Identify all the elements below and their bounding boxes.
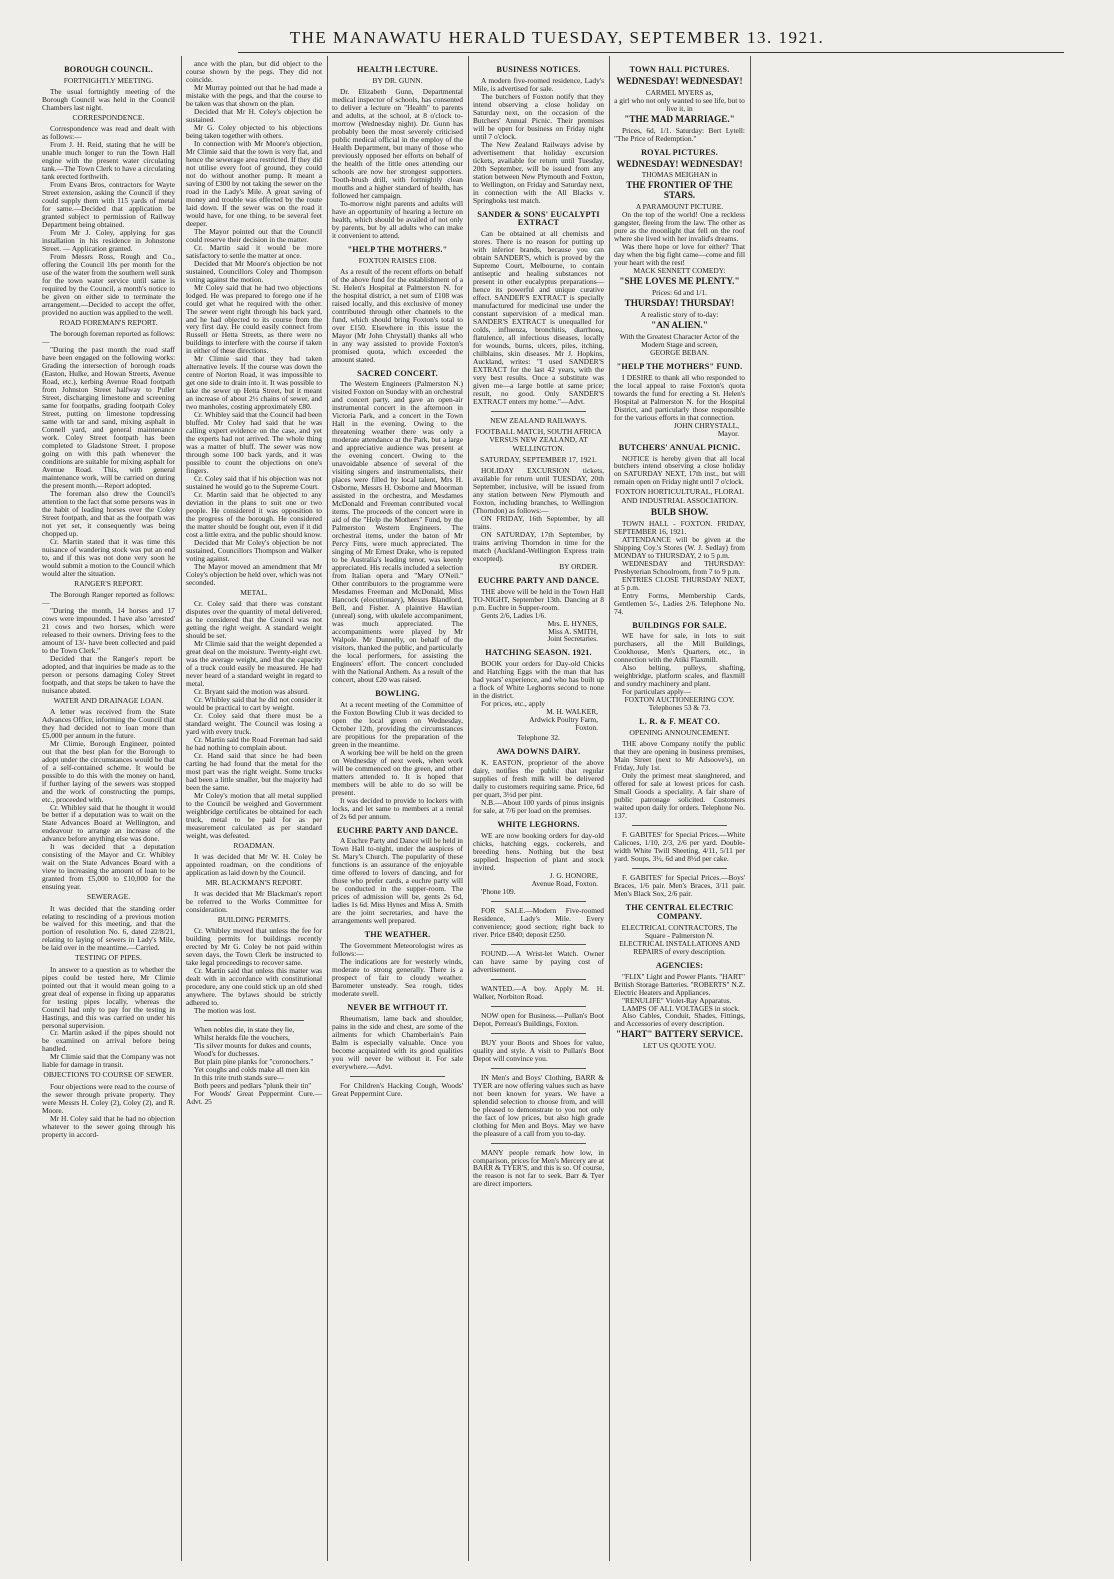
- paragraph: Mr Climie, Borough Engineer, pointed out that the best plan for the Borough to adopt under the circumstances would be that of a self-contained scheme. It would be possible to do this with the money on hand, if further laying of the sewers was stopped and the work of constructing the pumps, etc., proceeded with.: [42, 738, 175, 804]
- paragraph: Mr Coley said that he had two objections lodged. He was prepared to forego one if he could get what he required with the other. The sewer went right through his back yard, and he had objected to its course from the very first day. He could easily connect from Russell or Hetta Streets, as there were no buildings to interfere with the course if taken in either of these directions.: [186, 282, 322, 356]
- paragraph: IN Men's and Boys' Clothing, BARR & TYER are now offering values such as have not been known for years. We have a splendid selection to choose from, and will be pleased to demonstrate to you not only the fact of low prices, but also high grade clothing for Men and Boys. May we have the pleasure of a call from you to-day.: [473, 1072, 604, 1138]
- paragraph: Rheumatism, lame back and shoulder, pains in the side and chest, are some of the ailments for which Chamberlain's Pain Balm is especially valuable. Once you become acquainted with its good qualities you will never be without it. For sale everywhere.—Advt.: [332, 1013, 463, 1071]
- paragraph: Cr. Martin said the Road Foreman had said he had nothing to complain about.: [186, 734, 322, 752]
- heading: BOROUGH COUNCIL.: [64, 65, 153, 74]
- signature: M. H. WALKER,: [546, 707, 598, 717]
- paragraph: Dr. Elizabeth Gunn, Departmental medical inspector of schools, has consented to deliver a lecture on "Health" to parents and adults, at the school, at 8 o'clock to-morrow (Wednesday night). Dr. Gunn has probably been the most severely criticised public medical official in the employ of the Health Department, but many of those who previously opposed her efforts on behalf of the health of the little ones attending our schools are now her strongest supporters. Tooth-brush drill, with fortnightly clean mouths and a higher standard of health, has followed her campaign.: [332, 87, 463, 200]
- paragraph: The New Zealand Railways advise by advertisement that holiday excursion tickets, available for return until Tuesday, 20th September, will be issued from any station between New Plymouth and Foxton, to Wellington, on Friday and Saturday next, in connection with the All Blacks v. Springboks test match.: [473, 139, 604, 205]
- paragraph: THOMAS MEIGHAN in: [641, 170, 718, 180]
- paragraph: A realistic story of to-day:: [640, 310, 719, 320]
- paragraph: The usual fortnightly meeting of the Borough Council was held in the Council Chambers last night.: [42, 87, 175, 113]
- column-business-notices: [473, 60, 604, 1560]
- subheading: LET US QUOTE YOU.: [643, 1041, 716, 1051]
- paragraph: Cr. Whibley said that he did not consider it would be practical to cart by weight.: [186, 694, 322, 712]
- paragraph: NOTICE is hereby given that all local butchers intend observing a close holiday on SATURDAY NEXT, 17th inst., but will remain open on Friday night until 7 o'clock.: [614, 453, 745, 487]
- paragraph: Also belting, pulleys, shafting, weighbridge, platform scales, and flaxmill and sundry machinery and plant.: [614, 663, 745, 689]
- subheading: CORRESPONDENCE.: [72, 113, 145, 122]
- separator: [491, 944, 586, 945]
- day-banner: THURSDAY! THURSDAY!: [624, 298, 735, 309]
- paragraph: From J. H. Reid, stating that he will be unable much longer to run the Town Hall engine with the present water circulating tank.—The Town Clerk to have a circulating tank erected forthwith.: [42, 140, 175, 182]
- paragraph: In connection with Mr Moore's objection, Mr Climie said that the town is very flat, and hence the sewerage area restricted. If they did not utilise every foot of ground, they could not do without another pump. It meant a saving of £300 by not taking the sewer on the road in the Lady's Mile. A great saving of money and trouble was effected by the route laid down. If the sewer was on the road it would have, for one thing, to be several feet deeper.: [186, 138, 322, 228]
- paragraph: FOXTON AUCTIONEERING COY. Telephones 53 & 73.: [624, 695, 735, 713]
- paragraph: From Mr J. Coley, applying for gas installation in his residence in Johnstone Street. — Application granted.: [42, 227, 175, 253]
- paragraph: "During the past month the road staff have been engaged on the following works: Grading the intersection of borough roads (Easton, Hulke, and Howan Streets, Avenue Road, etc.), kerbing Avenue Road footpath from Johnston Street halfway to Puller Street, discharging limestone and screening same for footpaths, grading footpath Coley Street, putting on limestone topdressing same with tar and sand, mixing asphalt in Connell yard, and general maintenance work. Coley Street footpath has been completed to Gladstone Street. I propose going on with this path whenever the conditions are suitable for mixing asphalt for Avenue Road. This, with general maintenance work, will be carried on during the present month.—Report adopted.: [42, 344, 175, 490]
- paragraph: GEORGE BEBAN.: [650, 347, 709, 357]
- paragraph: Cr. Coley said that there was constant disputes over the quantity of metal delivered, as he considered that the Council was not getting the right weight. A standard weight should be set.: [186, 599, 322, 641]
- verse-line: For Woods' Great Peppermint Cure.—Advt. 25: [186, 1088, 322, 1106]
- paragraph: "FLIX" Light and Power Plants. "HART" British Storage Batteries. "ROBERTS" N.Z. Electric Heaters and Appliances.: [614, 971, 745, 997]
- heading: BUILDINGS FOR SALE.: [632, 620, 727, 630]
- paragraph: WE are now booking orders for day-old chicks, hatching eggs, cockerels, and breeding hens. Nothing but the best supplied. Inspection of plant and stock invited.: [473, 830, 604, 872]
- masthead-rule: [238, 52, 1064, 53]
- signature: Joint Secretaries.: [547, 634, 598, 644]
- heading: HATCHING SEASON. 1921.: [485, 648, 592, 658]
- subheading: SEWERAGE.: [86, 892, 131, 902]
- subheading: BUILDING PERMITS.: [217, 914, 291, 924]
- subheading: MR. BLACKMAN'S REPORT.: [205, 877, 303, 887]
- paragraph: Decided that Mr Moore's objection be not sustained, Councillors Coley and Thompson voting against the motion.: [186, 258, 322, 284]
- separator: [491, 411, 586, 412]
- paragraph: It was decided that the standing order relating to rescinding of a previous motion be waived for this meeting, and that the portion of resolution No. 6, dated 22/8/21, relating to laying of sewers in Lady's Mile, be laid over in the meantime.—Carried.: [42, 903, 175, 953]
- subheading: WATER AND DRAINAGE LOAN.: [53, 695, 164, 705]
- heading: SACRED CONCERT.: [357, 368, 438, 378]
- film-title: "THE MAD MARRIAGE.": [624, 113, 735, 124]
- column-divider: [468, 56, 469, 1561]
- separator: [491, 901, 586, 902]
- paragraph: Cr. Whibley said that the Council had been bluffed. Mr Coley had said that he was calling expert evidence on the case, and yet the experts had not arrived. The whole thing was a matter of bluff. The sewer was now through some 100 back yards, and it was possible to count the objections on one's fingers.: [186, 410, 322, 476]
- heading: WHITE LEGHORNS.: [497, 820, 580, 830]
- separator: [491, 1068, 586, 1069]
- paragraph: Cr. Whibley said that he thought it would be better if a deputation was to wait on the State Advances Board at Wellington, and endeavour to arrange an increase of the advance before anything else was done.: [42, 802, 175, 844]
- heading: AGENCIES:: [655, 960, 704, 970]
- paragraph: As a result of the recent efforts on behalf of the above fund for the establishment of a St. Helen's Hospital at Palmerston N. for the hospital district, a net sum of £108 was raised locally, and this exclusive of money contributed through other channels to the fund, which should bring Foxton's total to over £150. Elsewhere in this issue the Mayor (Mr John Chrystall) thanks all who in any way assisted to provide Foxton's promised quota, which exceeded the amount stated.: [332, 266, 463, 364]
- paragraph: Cr. Martin said that he objected to any deviation in the plans to suit one or two people. He considered it was opposition to the progress of the borough. He considered the matter should be fought out, even if it did cost a little extra, and the public should know.: [186, 490, 322, 540]
- paragraph: "During the month, 14 horses and 17 cows were impounded. I have also 'arrested' 21 cows and two horses, which were released to their owners. Driving fees to the amount of 13/- have been collected and paid to the Town Clerk.": [42, 605, 175, 655]
- paragraph: The Borough Ranger reported as follows:—: [42, 589, 175, 607]
- column-divider: [609, 56, 610, 1561]
- column-health-lecture: [332, 60, 463, 1560]
- paragraph: F. GABITES' for Special Prices.—White Calicoes, 1/10, 2/3, 2/6 per yard. Double-width White Twill Sheeting, 4/11, 5/11 per yard. Soups, 3½, 6d and 8½d per cake.: [614, 830, 745, 864]
- paragraph: Cr. Martin stated that it was time this nuisance of wandering stock was put an end to, and if this was not done very soon he would submit a motion to the Council which would alter the situation.: [42, 536, 175, 578]
- paragraph: With the Greatest Character Actor of the Modern Stage and screen,: [619, 331, 740, 349]
- paragraph: Can be obtained at all chemists and stores. There is no reason for putting up with inferior brands, because you can obtain SANDER'S, which is proved by the Supreme Court, Melbourne, to contain antiseptic and healing substances not present in other eucalyptus preparations—hence its powerful and unique curative effect. SANDER'S EXTRACT is specially manufactured for medicinal use under the constant supervision of a medical man. SANDER'S EXTRACT is unequalled for colds, influenza, bronchitis, diarrhoea, flatulence, all infectious diseases, locally for wounds, burns, ulcers, piles, itching, chilblains, skin diseases. Mr J. Hopkins, Auckland, writes: "I used SANDER'S EXTRACT for the last 42 years, with the very best results. Once a substitute was given me—a large bottle at same price; result, no good. Only SANDER'S EXTRACT enters my home."—Advt.: [473, 229, 604, 406]
- day-banner: WEDNESDAY! WEDNESDAY!: [616, 158, 743, 169]
- column-divider: [327, 56, 328, 1561]
- paragraph: Prices: 6d and 1/1.: [651, 288, 707, 298]
- paragraph: Also Cables, Conduit, Shades, Fittings, and Accessories of every description.: [614, 1011, 745, 1029]
- signature: Mayor.: [717, 428, 739, 438]
- paragraph: Mr G. Coley objected to his objections being taken together with others.: [186, 122, 322, 140]
- paragraph: It was decided that Mr Blackman's report be referred to the Works Committee for consideration.: [186, 889, 322, 914]
- paragraph: From Messrs Ross, Rough and Co., offering the Council 10s per month for the use of the water from the southern well sunk for the town water service until same is required by the Council, a month's notice to be given on either side to terminate the arrangement.—Decided to accept the offer, provided no auction was applied to the well.: [42, 251, 175, 317]
- paragraph: Mr Climie said that they had taken alternative levels. If the course was down the centre of Norton Road, it was impossible to get one side to drain into it. It was possible to take the sewer up Hetta Street, but it meant an increase of about 2½ chains of sewer, and two manholes, costing approximately £80.: [186, 354, 322, 412]
- separator: [491, 1006, 586, 1007]
- heading: EUCHRE PARTY AND DANCE.: [477, 575, 600, 585]
- heading: "HELP THE MOTHERS" FUND.: [616, 361, 743, 371]
- paragraph: a girl who not only wanted to see life, but to live it, in: [614, 95, 745, 113]
- subheading: METAL.: [240, 587, 268, 597]
- paragraph: HOLIDAY EXCURSION tickets, available for return until TUESDAY, 20th September, inclusive, will be issued from any station between New Plymouth and Foxton, including branches, to Wellington (Thorndon) as follows:—: [473, 465, 604, 515]
- verse-line: Whilst heralds file the vouchers,: [194, 1032, 290, 1042]
- paragraph: Cr. Martin said it would be more satisfactory to settle the matter at once.: [186, 242, 322, 260]
- paragraph: MANY people remark how low, in comparison, prices for Men's Mercery are at BARR & TYER'S, and this is so. Of course, the reason is not far to seek. Barr & Tyer are direct importers.: [473, 1147, 604, 1189]
- paragraph: The Mayor moved an amendment that Mr Coley's objection be held over, which was not seconded.: [186, 562, 322, 587]
- subheading: ROAD FOREMAN'S REPORT.: [59, 317, 158, 327]
- paragraph: The motion was lost.: [194, 1006, 256, 1015]
- subheading: RANGER'S REPORT.: [74, 578, 143, 588]
- separator: [491, 979, 586, 980]
- paragraph: ON SATURDAY, 17th September, by trains arriving Thorndon in time for the match (Auckland-Wellington Express train excepted).: [473, 529, 604, 563]
- paragraph: Gents 2/6, Ladies 1/6.: [481, 610, 547, 620]
- signature: JOHN CHRYSTALL,: [673, 420, 739, 430]
- paragraph: A Euchre Party and Dance will be held in Town Hall to-night, under the auspices of St. Mary's Church. The popularity of these functions is an assurance of the enjoyable time offered to lovers of dancing, and for those who prefer cards, a euchre party will be conducted in the supper-room. The prices of admission will be, gents 2s 6d, ladies 1s 6d. Miss Hynes and Miss A. Smith are the joint secretaries, and have the arrangements well prepared.: [332, 836, 463, 926]
- paragraph: A modern five-roomed residence, Lady's Mile, is advertised for sale.: [473, 75, 604, 93]
- paragraph: Prices, 6d, 1/1. Saturday: Bert Lytell: "The Price of Redemption.": [614, 125, 745, 143]
- paragraph: WANTED.—A boy. Apply M. H. Walker, Norbiton Road.: [473, 983, 604, 1001]
- separator: [491, 1033, 586, 1034]
- heading: EUCHRE PARTY AND DANCE.: [336, 825, 459, 835]
- paragraph: BOOK your orders for Day-old Chicks and Hatching Eggs with the man that has had years' experience, and who has built up a flock of White Leghorns second to none in the district.: [473, 659, 604, 701]
- separator: [204, 1020, 304, 1021]
- paragraph: Cr. Coley said that if his objection was not sustained he would go to the Supreme Court.: [186, 474, 322, 492]
- verse-line: Both peers and pedlars "plunk their tin": [194, 1080, 312, 1090]
- paragraph: A letter was received from the State Advances Office, informing the Council that they had decided not to loan more than £5,000 per annum in the future.: [42, 706, 175, 740]
- paragraph: The Western Engineers (Palmerston N.) visited Foxton on Sunday with an orchestral and concert party, and gave an open-air instrumental concert in the afternoon in Victoria Park, and a concert in the Town Hall in the evening. Owing to the threatening weather there was only a moderate attendance at the Park, but a large and appreciative audience was present at the evening concert. Owing to the unavoidable absence of several of the visiting singers and instrumentalists, their places were filled by local talent, Mrs H. Osborne, Messrs H. Osborne and Moorman assisted in the orchestra, and Mesdames McDonald and Freeman contributed vocal items. The proceeds of the concert were in aid of the "Help the Mothers" Fund, by the Palmerston Western Engineers. The orchestral items, under the baton of Mr Percy Fitts, were much appreciated. The singing of Mr Ernest Drake, who is reputed to be Australia's leading tenor, was keenly appreciated. His recalls included a selection from Italian opera and "Mary O'Neil." Other contributors to the programme were Mesdames Freeman and McDonald, Miss Hancock (elocutionary), Messrs Blandford, Bell, and Fisher. A plaintive Hawiian (unreal) song, with ukulele accompaniment, was much appreciated. The accompaniments were played by Mr Walpole. Mr Dunnelly, on behalf of the visitors, thanked the public, and particularly the local performers, for assisting the Engineers' effort. The concert concluded with the National Anthem. As a result of the concert, about £20 was raised.: [332, 379, 463, 684]
- paragraph: Cr. Martin asked if the pipes should not be examined on arrival before being handled.: [42, 1028, 175, 1054]
- paragraph: BUY your Boots and Shoes for value, quality and style. A visit to Pullan's Boot Depot will convince you.: [473, 1037, 604, 1063]
- subheading: FOXTON HORTICULTURAL, FLORAL AND INDUSTRIAL ASSOCIATION.: [615, 487, 744, 505]
- subheading: ROADMAN.: [233, 840, 275, 850]
- service-banner: "HART" BATTERY SERVICE.: [616, 1029, 743, 1040]
- date-line: SATURDAY, SEPTEMBER 17, 1921.: [480, 454, 597, 464]
- paragraph: Decided that the Ranger's report be adopted, and that inquiries be made as to the person or persons damaging Coley Street footpath, and that steps be taken to have the nuisance abated.: [42, 653, 175, 695]
- heading: L. R. & F. MEAT CO.: [639, 717, 720, 727]
- paragraph: FOR SALE.—Modern Five-roomed Residence, Lady's Mile. Every convenience; good section; right back to river. Price £840; deposit £250.: [473, 905, 604, 939]
- paragraph: The foreman also drew the Council's attention to the fact that some persons was in the habit of leading horses over the Coley Street footpath, and that as the footpath was not yet set, it consequently was being chopped up.: [42, 488, 175, 538]
- paragraph: Four objections were read to the course of the sewer through private property. They were Messrs H. Coley (2), Coley (2), and R. Moore.: [42, 1081, 175, 1115]
- paragraph: Mr Coley's motion that all metal supplied to the Council be weighed and Government weighbridge certificates be obtained for each truck, metal to be paid for as per measurement calculated as per standard weight, was defeated.: [186, 790, 322, 840]
- paragraph: ELECTRICAL CONTRACTORS, The Square - Palmerston N.: [621, 922, 738, 940]
- paragraph: It was decided that a deputation consisting of the Mayor and Cr. Whibley wait on the State Advances Board with a view to increasing the amount of loan to be granted from £5,000 to £10,000 for the ensuing year.: [42, 842, 175, 892]
- signature: Mrs. E. HYNES,: [547, 618, 598, 628]
- paragraph: ATTENDANCE will be given at the Shipping Coy.'s Stores (W. J. Sedlay) from MONDAY to THURSDAY, 2 to 5 p.m.: [614, 534, 745, 560]
- heading: THE WEATHER.: [364, 930, 431, 940]
- paragraph: The borough foreman reported as follows:—: [42, 329, 175, 346]
- paragraph: It was decided to provide to lockers with locks, and let same to members at a rental of 2s 6d per annum.: [332, 795, 463, 821]
- paragraph: WEDNESDAY and THURSDAY: Presbyterian Schoolroom, from 7 to 9 p.m.: [614, 558, 745, 576]
- paragraph: ENTRIES CLOSE THURSDAY NEXT, at 5 p.m.: [614, 574, 745, 592]
- paragraph: NOW open for Business.—Pullan's Boot Depot, Perreau's Buildings, Foxton.: [473, 1010, 604, 1028]
- film-title: "SHE LOVES ME PLENTY.": [619, 276, 740, 287]
- film-title: THE FRONTIER OF THE STARS.: [626, 180, 733, 201]
- subheading: TESTING OF PIPES.: [75, 953, 142, 963]
- verse-line: But plain pine planks for "coronochers.": [194, 1056, 314, 1066]
- paragraph: K. EASTON, proprietor of the above dairy, notifies the public that regular supplies of fresh milk will be delivered daily to customers requiring same. Price, 6d per quart, 3½d per pint.: [473, 758, 604, 800]
- subheading: BY DR. GUNN.: [372, 75, 423, 85]
- paragraph: Cr. Martin said that unless this matter was dealt with in accordance with constitutional procedure, any one could stick up an old shed anywhere. The bylaws should be strictly adhered to.: [186, 966, 322, 1008]
- paragraph: "RENULIFE" Violet-Ray Apparatus.: [622, 995, 732, 1005]
- heading: BOWLING.: [375, 688, 420, 698]
- paragraph: TOWN HALL - FOXTON. FRIDAY, SEPTEMBER 16, 1921.: [614, 518, 745, 536]
- paragraph: I DESIRE to thank all who responded to the local appeal to raise Foxton's quota towards the fund for erecting a St. Helen's Hospital at Palmerston N. for the Hospital District, and particularly those responsible for the various efforts in that connection.: [614, 372, 745, 422]
- subheading: FOXTON RAISES £108.: [358, 255, 437, 265]
- verse-line: Wood's for duchesses.: [194, 1048, 260, 1058]
- paragraph: FOUND.—A Wrist-let Watch. Owner can have same by paying cost of advertisement.: [473, 948, 604, 974]
- verse-line: In this trite truth stands sure—: [194, 1072, 285, 1082]
- event-title: BULB SHOW.: [650, 506, 709, 517]
- paragraph: LAMPS OF ALL VOLTAGES in stock.: [622, 1003, 740, 1013]
- heading: HEALTH LECTURE.: [357, 65, 438, 74]
- paragraph: WE have for sale, in lots to suit purchasers, all the Mill Buildings, Cookhouse, Men's Quarters, etc., in connection with the Atiki Flaxmill.: [614, 631, 745, 665]
- subheading: FORTNIGHTLY MEETING.: [63, 75, 154, 85]
- separator: [491, 1143, 586, 1144]
- paragraph: The Mayor pointed out that the Council could reserve their decision in the matter.: [186, 226, 322, 244]
- heading: BUTCHERS' ANNUAL PICNIC.: [618, 442, 741, 452]
- paragraph: Decided that Mr Coley's objection be not sustained, Councillors Thompson and Walker voting against.: [186, 538, 322, 564]
- paragraph: A PARAMOUNT PICTURE.: [635, 202, 724, 212]
- heading: NEVER BE WITHOUT IT.: [347, 1002, 448, 1012]
- masthead: THE MANAWATU HERALD TUESDAY, SEPTEMBER 13. 1921.: [289, 28, 825, 47]
- paragraph: The Government Meteorologist wires as follows:—: [332, 941, 463, 959]
- paragraph: ON FRIDAY, 16th September, by all trains.: [473, 513, 604, 531]
- signature: J. G. HONORE,: [549, 870, 598, 880]
- paragraph: It was decided that Mr W. H. Coley be appointed roadman, on the conditions of application as laid down by the Council.: [186, 851, 322, 877]
- paragraph: Cr. Bryant said the motion was absurd.: [194, 686, 309, 696]
- subheading: OBJECTIONS TO COURSE OF SEWER.: [43, 1070, 174, 1080]
- paragraph: The indications are for westerly winds, moderate to strong generally. There is a prospect of fair to cloudy weather. Barometer unsteady. Sea rough, tides moderate swell.: [332, 957, 463, 998]
- paragraph: Mr Murray pointed out that he had made a mistake with the pegs, and that the course to be taken was that shown on the plan.: [186, 82, 322, 108]
- heading: AWA DOWNS DAIRY.: [496, 747, 581, 757]
- signature: Foxton.: [575, 723, 598, 733]
- heading: THE CENTRAL ELECTRIC COMPANY.: [625, 903, 734, 921]
- paragraph: For prices, etc., apply: [481, 699, 546, 709]
- verse-line: When nobles die, in state they lie,: [194, 1024, 295, 1034]
- paragraph: THE above will be held in the Town Hall TO-NIGHT, September 13th. Dancing at 8 p.m. Euchre in Supper-room.: [473, 586, 604, 612]
- paragraph: Mr Climie said that the weight depended a great deal on the moisture. Twenty-eight cwt. was the average weight, and that the capacity of a truck could easily be measured. He had never heard of a standard weight in regard to metal.: [186, 639, 322, 688]
- paragraph: In answer to a question as to whether the pipes could be tested here, Mr Climie pointed out that it would mean going to a great deal of expense in fixing up apparatus for testing pipes locally, whereas the Council had only to pay for the testing in Hastings, and this was carried on under his personal supervision.: [42, 964, 175, 1030]
- paragraph: Cr. Coley said that there must be a standard weight. The Council was losing a yard with every truck.: [186, 710, 322, 736]
- paragraph: At a recent meeting of the Committee of the Foxton Bowling Club it was decided to open the local green on Wednesday, October 12th, providing the circumstances are propitious for the preparation of the green in the meantime.: [332, 699, 463, 749]
- paragraph: CARMEL MYERS as,: [645, 87, 714, 97]
- subheading: NEW ZEALAND RAILWAYS.: [490, 415, 587, 425]
- paragraph: F. GABITES' for Special Prices.—Boys' Braces, 1/6 pair. Men's Braces, 3/11 pair. Men's Black Sox, 2/6 pair.: [614, 873, 745, 899]
- column-thomson-coal: [687, 60, 823, 1560]
- heading: TOWN HALL PICTURES.: [629, 65, 730, 74]
- verse-line: 'Tis silver mounts for dukes and counts,: [194, 1040, 312, 1050]
- paragraph: Cr. Hand said that since he had been carting he had found that the metal for the most part was the right weight. Some trucks had been a little smaller, but the majority had been the same.: [186, 750, 322, 792]
- paragraph: For particulars apply—: [622, 687, 691, 697]
- signature: Ardwick Poultry Farm,: [529, 715, 598, 725]
- paragraph: Correspondence was read and dealt with as follows:—: [42, 124, 175, 142]
- paragraph: On the top of the world! One a reckless gangster, fleeing from the law. The other as pure as the moonlight that fell on the roof where she lived with her invalid's dreams.: [614, 210, 745, 244]
- paragraph: MACK SENNETT COMEDY:: [633, 266, 726, 276]
- paragraph: Decided that Mr H. Coley's objection be sustained.: [186, 106, 322, 124]
- subheading: FOOTBALL MATCH, SOUTH AFRICA VERSUS NEW ZEALAND, AT WELLINGTON.: [475, 427, 602, 453]
- paragraph: Cr. Whibley moved that unless the fee for building permits for buildings recently erected by Mr G. Coley be not paid within seven days, the Town Clerk be instructed to take legal proceedings to recover same.: [186, 926, 322, 968]
- signature: Avenue Road, Foxton.: [531, 878, 598, 888]
- telephone: 'Phone 109.: [481, 886, 516, 896]
- paragraph: Only the primest meat slaughtered, and offered for sale at lowest prices for cash. Small Goods a speciality. A fair share of public patronage solicited. Customers waited upon daily for orders. Telephone No. 137.: [614, 771, 745, 821]
- paragraph: Was there hope or love for either? That day when the big fight came—come and fill your heart with the rest!: [614, 242, 745, 268]
- paragraph: From Evans Bros, contractors for Wayte Street extension, asking the Council if they could supply them with 115 yards of metal for same.—Decided that application be granted subject to permission of Railway Department being obtained.: [42, 180, 175, 229]
- film-title: "AN ALIEN.": [651, 320, 708, 331]
- separator: [350, 1076, 445, 1077]
- paragraph: Mr Climie said that the Company was not liable for damage in transit.: [42, 1052, 175, 1070]
- signature: BY ORDER.: [559, 561, 598, 571]
- column-divider: [181, 56, 182, 1561]
- paragraph: ELECTRICAL INSTALLATIONS AND REPAIRS of every description.: [619, 938, 740, 956]
- paragraph: To-morrow night parents and adults will have an opportunity of hearing a lecture on health, which should be availed of not only by parents, but by all adults who can make it convenient to attend.: [332, 198, 463, 240]
- heading: "HELP THE MOTHERS.": [347, 244, 448, 254]
- heading: BUSINESS NOTICES.: [496, 65, 581, 74]
- paragraph: Mr H. Coley said that he had no objection whatever to the sewer going through his property in accord-: [42, 1113, 175, 1139]
- paragraph: The butchers of Foxton notify that they intend observing a close holiday on Saturday next, on the occasion of the Butchers' Annual Picnic. Their premises will be open for business on Friday night until 7 o'clock.: [473, 91, 604, 141]
- paragraph: Entry Forms, Membership Cards, Gentlemen 5/-, Ladies 2/6. Telephone No. 74.: [614, 590, 745, 616]
- paragraph: ance with the plan, but did object to the course shown by the pegs. They did not coincide.: [186, 60, 322, 84]
- heading: ROYAL PICTURES.: [641, 147, 718, 157]
- signature: Miss A. SMITH,: [548, 626, 598, 636]
- day-banner: WEDNESDAY! WEDNESDAY!: [616, 75, 743, 86]
- subheading: OPENING ANNOUNCEMENT.: [629, 728, 730, 738]
- paragraph: For Children's Hacking Cough, Woods' Great Peppermint Cure.: [332, 1080, 463, 1098]
- paragraph: A working bee will be held on the green on Wednesday of next week, when work will be commenced on the green, and other matters attended to. It is hoped that members will be able to do so will be present.: [332, 747, 463, 797]
- verse-line: Yet coughs and colds make all men kin: [194, 1064, 310, 1074]
- paragraph: THE above Company notify the public that they are opening in business premises, Main Street (next to Mr Adsoove's), on Friday, July 1st.: [614, 739, 745, 773]
- column-council-continued: [186, 60, 322, 1560]
- heading: SANDER & SONS' EUCALYPTI EXTRACT: [477, 209, 600, 228]
- column-borough-council: [42, 60, 175, 1560]
- paragraph: N.B.—About 100 yards of pinus insignis for sale, at 7/6 per load on the premises.: [473, 798, 604, 816]
- telephone: Telephone 32.: [517, 733, 560, 743]
